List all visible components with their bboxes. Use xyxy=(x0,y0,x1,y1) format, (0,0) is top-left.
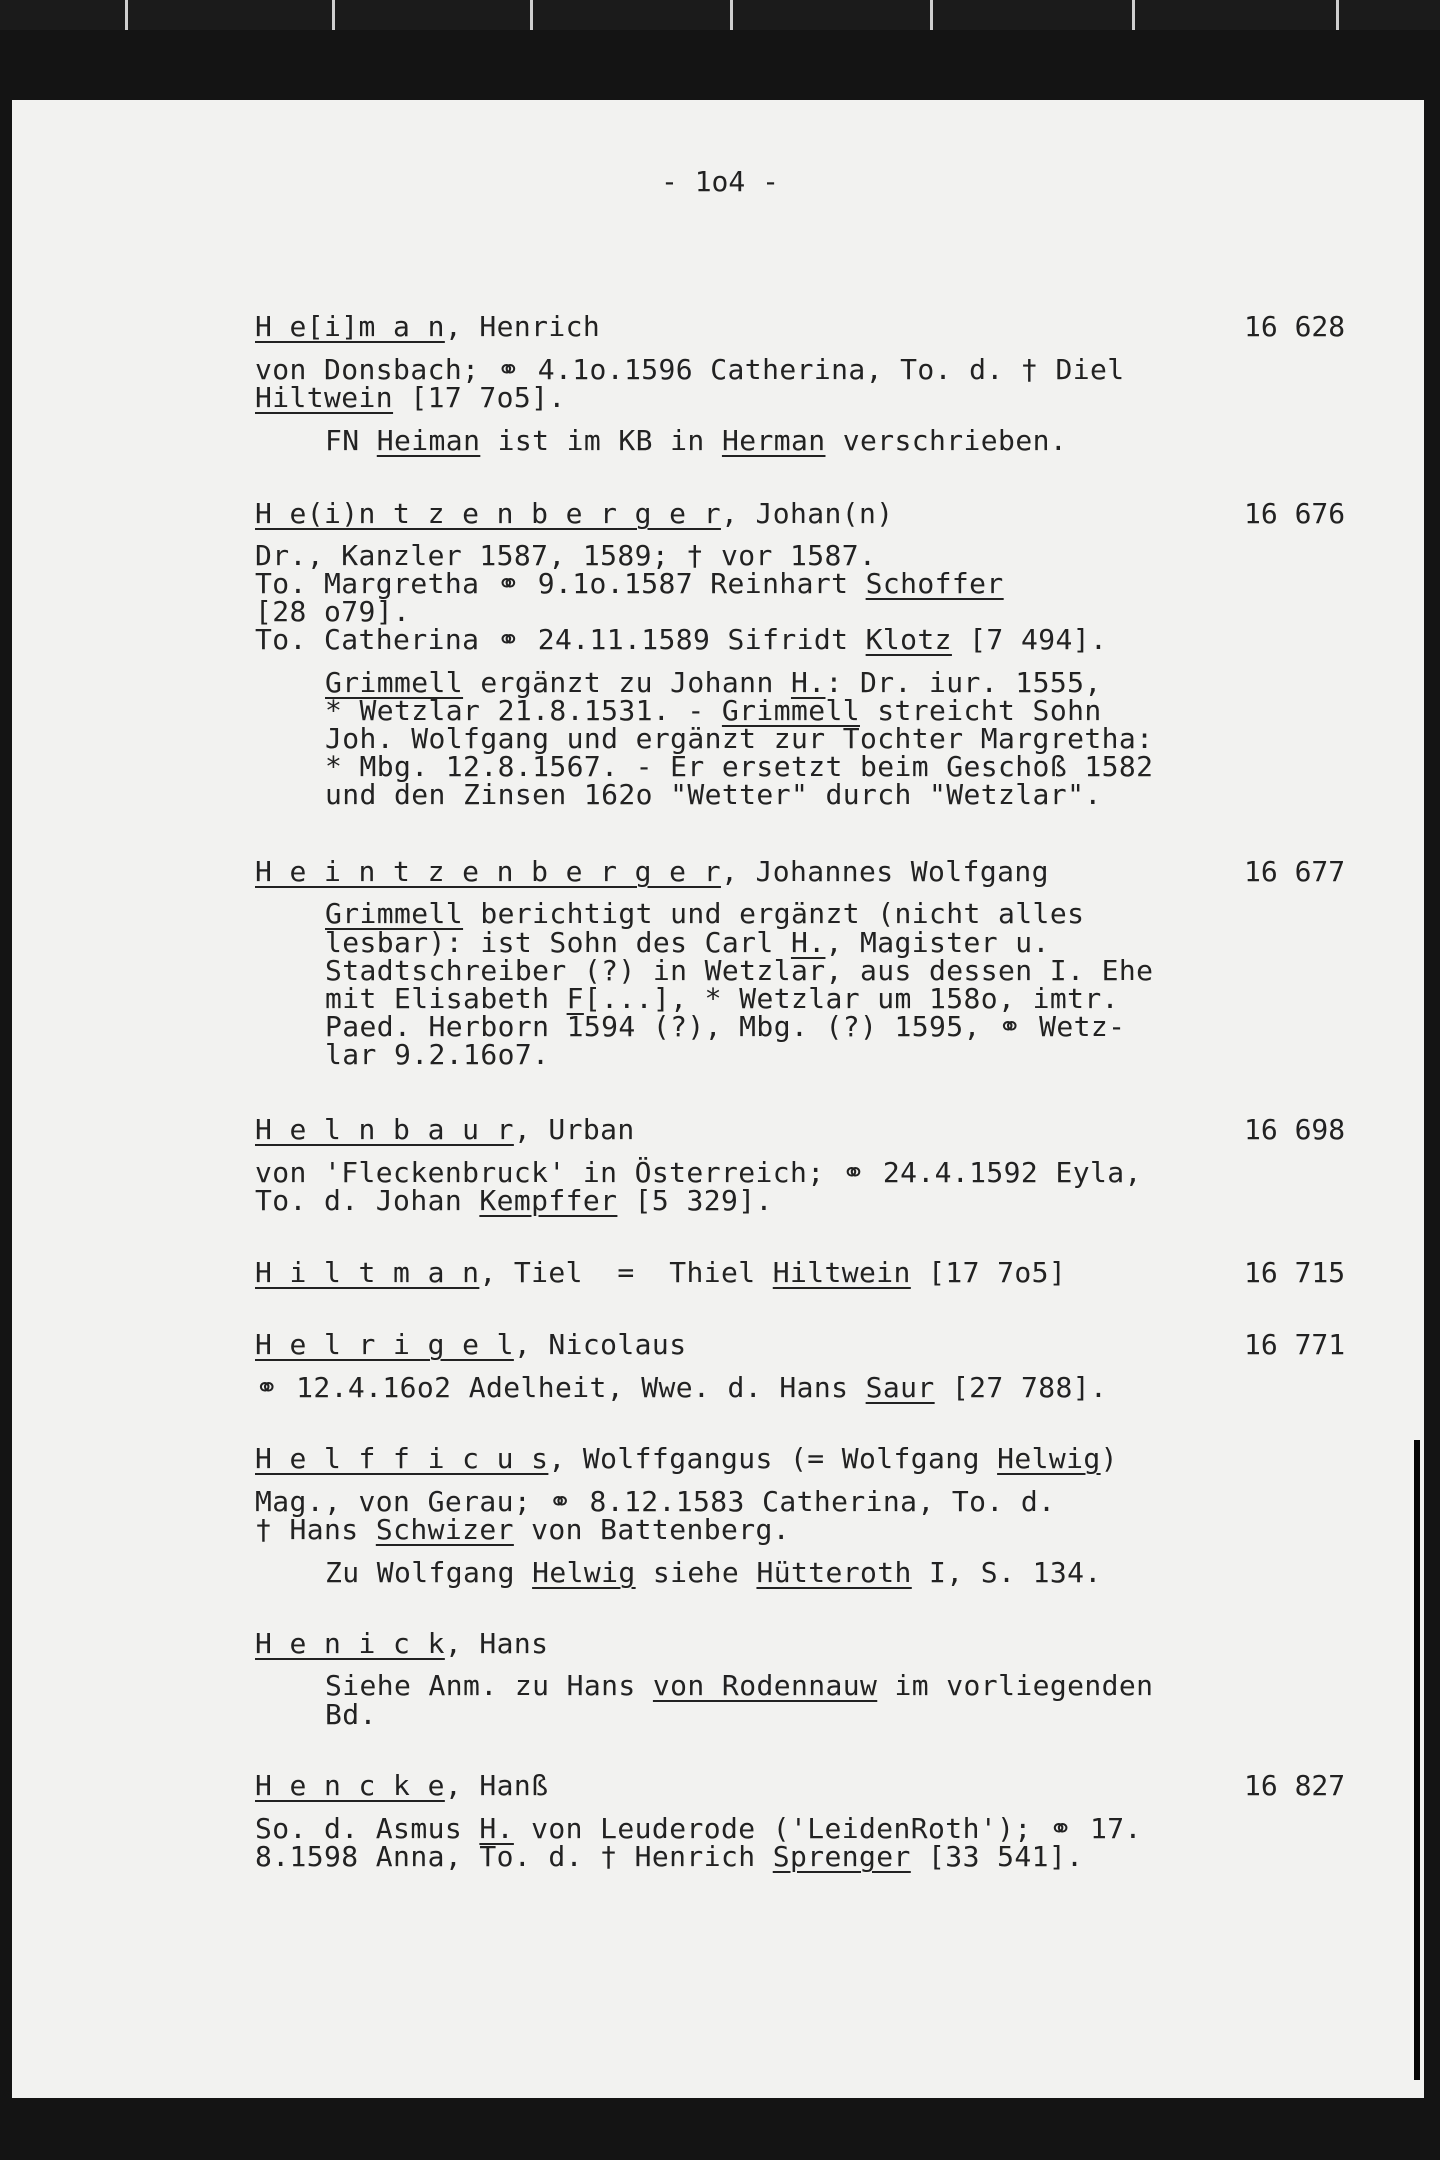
text-run: Siehe Anm. zu Hans xyxy=(325,1669,653,1702)
text-run: Stadtschreiber (?) in Wetzlar, aus dessen I. Ehe xyxy=(325,954,1154,987)
page-number: - 1o4 - xyxy=(660,165,779,198)
underlined-name: Herman xyxy=(721,424,826,457)
entry-heading-line xyxy=(255,1769,549,1802)
entry-number: 16 771 xyxy=(1244,1328,1346,1361)
entry-text-line xyxy=(325,1556,1102,1589)
page-edge xyxy=(1414,1440,1420,2080)
entry-text-line xyxy=(325,694,1102,727)
underlined-name: H e l r i g e l xyxy=(255,1328,514,1361)
entry-text-line xyxy=(255,623,1108,656)
entry-text-line xyxy=(325,1038,550,1071)
underlined-name: F xyxy=(566,982,584,1015)
entry-heading-line xyxy=(255,497,894,530)
entry-number: 16 676 xyxy=(1244,497,1346,530)
text-run: siehe xyxy=(635,1556,757,1589)
entry-text-line xyxy=(255,381,566,414)
text-run: von Donsbach; ⚭ 4.1o.1596 Catherina, To. d. † Diel xyxy=(255,353,1125,386)
text-run: , Hanß xyxy=(444,1769,549,1802)
text-run: Dr., Kanzler 1587, 1589; † vor 1587. xyxy=(255,539,877,572)
text-run: von Leuderode ('LeidenRoth'); ⚭ 17. xyxy=(513,1812,1142,1845)
text-run: I, S. 134. xyxy=(911,1556,1102,1589)
text-run: [7 494]. xyxy=(951,623,1108,656)
text-run: ist im KB in xyxy=(480,424,722,457)
underlined-name: Grimmell xyxy=(325,897,464,930)
film-tick xyxy=(332,0,335,30)
entry-text-line xyxy=(325,1698,377,1731)
entry-number: 16 677 xyxy=(1244,855,1346,888)
text-run: und den Zinsen 162o "Wetter" durch "Wetzlar". xyxy=(325,778,1102,811)
entry-text-line xyxy=(255,1371,1108,1404)
film-tick xyxy=(1132,0,1135,30)
underlined-name: H e[i]m a n xyxy=(255,310,445,343)
entry-text-line xyxy=(325,778,1102,811)
underlined-name: Helwig xyxy=(532,1556,636,1589)
entry-number: 16 827 xyxy=(1244,1769,1346,1802)
entry-text-line xyxy=(255,567,1004,600)
text-run: FN xyxy=(325,424,377,457)
film-tick xyxy=(930,0,933,30)
underlined-name: von Rodennauw xyxy=(652,1669,878,1702)
text-run: Paed. Herborn 1594 (?), Mbg. (?) 1595, ⚭ Wetz- xyxy=(325,1010,1126,1043)
entry-text-line xyxy=(255,1184,773,1217)
entry-text-line xyxy=(255,1156,1142,1189)
text-run: ergänzt zu Johann xyxy=(463,666,791,699)
film-tick xyxy=(530,0,533,30)
text-run: To. Catherina ⚭ 24.11.1589 Sifridt xyxy=(255,623,866,656)
text-run: To. Margretha ⚭ 9.1o.1587 Reinhart xyxy=(255,567,866,600)
entry-heading-line xyxy=(255,1627,549,1660)
entry-heading-line xyxy=(255,310,601,343)
film-tick xyxy=(730,0,733,30)
text-run: lesbar): ist Sohn des Carl xyxy=(325,926,791,959)
text-run: Joh. Wolfgang und ergänzt zur Tochter Margretha: xyxy=(325,722,1154,755)
underlined-name: H. xyxy=(790,666,826,699)
text-run: lar 9.2.16o7. xyxy=(325,1038,550,1071)
underlined-name: Sprenger xyxy=(772,1840,911,1873)
underlined-name: H e n c k e xyxy=(255,1769,445,1802)
text-run: : Dr. iur. 1555, xyxy=(825,666,1102,699)
underlined-name: Helwig xyxy=(997,1442,1101,1475)
entry-text-line xyxy=(255,595,411,628)
entry-heading-line xyxy=(255,1113,635,1146)
entry-text-line xyxy=(255,1840,1084,1873)
underlined-name: H e(i)n t z e n b e r g e r xyxy=(255,497,721,530)
entry-text-line xyxy=(255,539,877,572)
text-run: * Wetzlar 21.8.1531. - xyxy=(325,694,722,727)
entry-text-line xyxy=(325,897,1085,930)
text-run: [33 541]. xyxy=(910,1840,1084,1873)
text-run: [17 7o5]. xyxy=(393,381,566,414)
underlined-name: H i l t m a n xyxy=(255,1256,480,1289)
entry-heading-line xyxy=(255,1442,1118,1475)
text-run: streicht Sohn xyxy=(859,694,1102,727)
text-run: ) xyxy=(1100,1442,1118,1475)
underlined-name: H e n i c k xyxy=(255,1627,445,1660)
underlined-name: Kempffer xyxy=(479,1184,618,1217)
underlined-name: H e i n t z e n b e r g e r xyxy=(255,855,721,888)
underlined-name: Hütteroth xyxy=(756,1556,912,1589)
entry-text-line xyxy=(255,1485,1056,1518)
entry-number: 16 715 xyxy=(1244,1256,1346,1289)
text-run: von Battenberg. xyxy=(513,1513,790,1546)
underlined-name: Hiltwein xyxy=(255,381,394,414)
text-run: verschrieben. xyxy=(825,424,1068,457)
entry-heading-line xyxy=(255,855,1049,888)
text-run: To. d. Johan xyxy=(255,1184,480,1217)
underlined-name: Grimmell xyxy=(325,666,464,699)
film-tick xyxy=(125,0,128,30)
film-tick xyxy=(1336,0,1339,30)
entry-number: 16 698 xyxy=(1244,1113,1346,1146)
text-run: , Wolffgangus (= Wolfgang xyxy=(548,1442,998,1475)
text-run: , Henrich xyxy=(444,310,601,343)
text-run: 8.1598 Anna, To. d. † Henrich xyxy=(255,1840,773,1873)
text-run: Bd. xyxy=(325,1698,377,1731)
text-run: So. d. Asmus xyxy=(255,1812,480,1845)
entry-text-line xyxy=(325,1010,1126,1043)
entry-number: 16 628 xyxy=(1244,310,1346,343)
entry-text-line xyxy=(255,1513,790,1546)
underlined-name: Grimmell xyxy=(721,694,860,727)
text-run: , Hans xyxy=(444,1627,549,1660)
text-run: berichtigt und ergänzt (nicht alles xyxy=(463,897,1085,930)
underlined-name: H e l n b a u r xyxy=(255,1113,514,1146)
text-run: [27 788]. xyxy=(934,1371,1108,1404)
entry-text-line xyxy=(325,750,1154,783)
underlined-name: Heiman xyxy=(376,424,481,457)
text-run: † Hans xyxy=(255,1513,376,1546)
text-run: im vorliegenden xyxy=(877,1669,1154,1702)
text-run: mit Elisabeth xyxy=(325,982,567,1015)
document-page xyxy=(12,100,1424,2098)
underlined-name: Saur xyxy=(865,1371,935,1404)
text-run: [5 329]. xyxy=(617,1184,773,1217)
underlined-name: H. xyxy=(479,1812,514,1845)
underlined-name: H e l f f i c u s xyxy=(255,1442,549,1475)
text-run: [17 7o5] xyxy=(910,1256,1067,1289)
underlined-name: H. xyxy=(790,926,826,959)
underlined-name: Schwizer xyxy=(375,1513,514,1546)
entry-heading-line xyxy=(255,1328,687,1361)
film-strip xyxy=(0,0,1440,30)
text-run: , Nicolaus xyxy=(513,1328,687,1361)
entry-text-line xyxy=(325,666,1102,699)
entry-text-line xyxy=(325,424,1068,457)
entry-text-line xyxy=(255,1812,1142,1845)
entry-text-line xyxy=(325,1669,1154,1702)
text-run: , Magister u. xyxy=(825,926,1050,959)
text-run: ⚭ 12.4.16o2 Adelheit, Wwe. d. Hans xyxy=(255,1371,866,1404)
underlined-name: Hiltwein xyxy=(772,1256,911,1289)
entry-heading-line xyxy=(255,1256,1067,1289)
underlined-name: Klotz xyxy=(865,623,952,656)
entry-text-line xyxy=(325,954,1154,987)
text-run: Zu Wolfgang xyxy=(325,1556,533,1589)
text-run: , Johan(n) xyxy=(720,497,894,530)
text-run: von 'Fleckenbruck' in Österreich; ⚭ 24.4.1592 Eyla, xyxy=(255,1156,1142,1189)
text-run: [28 o79]. xyxy=(255,595,411,628)
text-run: , Tiel = Thiel xyxy=(479,1256,773,1289)
text-run: , Johannes Wolfgang xyxy=(720,855,1049,888)
underlined-name: Schoffer xyxy=(865,567,1004,600)
entry-text-line xyxy=(325,722,1154,755)
text-run: * Mbg. 12.8.1567. - Er ersetzt beim Geschoß 1582 xyxy=(325,750,1154,783)
entry-text-line xyxy=(255,353,1125,386)
text-run: [...], * Wetzlar um 158o, imtr. xyxy=(583,982,1119,1015)
entry-text-line xyxy=(325,926,1050,959)
entry-text-line xyxy=(325,982,1119,1015)
text-run: Mag., von Gerau; ⚭ 8.12.1583 Catherina, To. d. xyxy=(255,1485,1056,1518)
text-run: , Urban xyxy=(513,1113,635,1146)
